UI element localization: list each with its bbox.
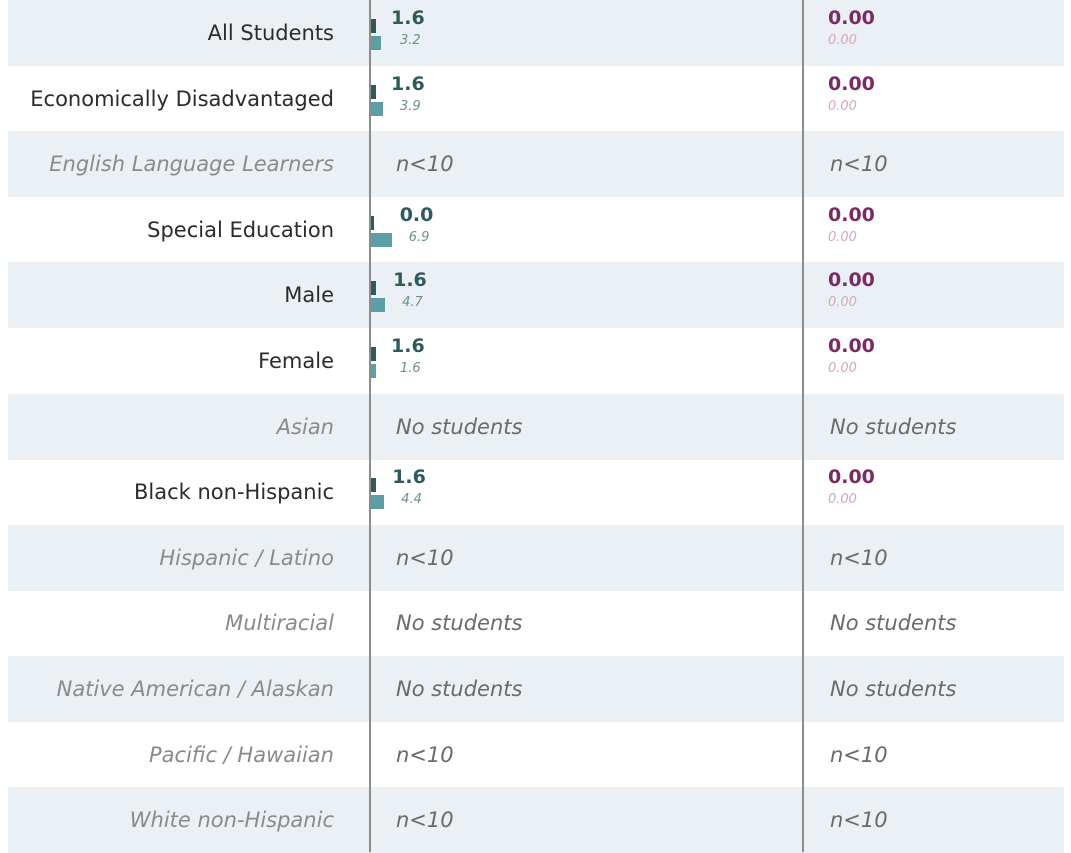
rate-cell <box>820 722 1070 788</box>
value-label: 0.0 <box>399 203 434 226</box>
rate-value: 0.00 <box>828 72 875 95</box>
table-row <box>8 525 1064 591</box>
rate-comparison: 0.00 <box>828 229 857 245</box>
rate-cell <box>820 787 1070 853</box>
bar-cell <box>371 66 801 132</box>
subgroup-label: Black non-Hispanic <box>134 480 334 505</box>
rate-cell <box>820 197 1070 263</box>
rate-comparison: 0.00 <box>828 361 857 376</box>
comparison-bar <box>371 36 381 50</box>
value-bar <box>371 19 376 33</box>
rate-axis-line <box>802 0 804 852</box>
subgroup-label: Asian <box>276 414 334 439</box>
rate-comparison: 0.00 <box>828 295 857 311</box>
rate-value: 0.00 <box>828 335 875 357</box>
rate-cell <box>820 525 1070 591</box>
subgroup-label: Hispanic / Latino <box>159 545 334 570</box>
bar-cell <box>371 328 801 394</box>
subgroup-label: Pacific / Hawaiian <box>148 742 334 767</box>
status-text: n<10 <box>396 545 454 570</box>
bar-cell <box>371 131 801 197</box>
table-row <box>8 656 1064 722</box>
subgroup-label: Multiracial <box>225 611 334 636</box>
comparison-bar <box>371 298 385 312</box>
table-row <box>8 262 1064 328</box>
table-row <box>8 66 1064 132</box>
value-label: 1.6 <box>391 7 425 29</box>
table-row <box>8 394 1064 460</box>
comparison-label: 1.6 <box>400 361 421 376</box>
bar-cell <box>371 394 801 460</box>
table-row <box>8 590 1064 656</box>
table-row <box>8 787 1064 853</box>
value-bar <box>371 281 376 295</box>
subgroup-label: Native American / Alaskan <box>56 677 334 701</box>
status-text: No students <box>396 414 523 439</box>
rate-cell <box>820 459 1070 525</box>
status-text: n<10 <box>396 152 454 177</box>
value-label: 1.6 <box>392 466 426 489</box>
subgroup-label: English Language Learners <box>49 152 334 177</box>
comparison-label: 3.9 <box>400 98 421 114</box>
rate-cell <box>820 66 1070 132</box>
bar-cell <box>371 197 801 263</box>
rate-cell <box>820 590 1070 656</box>
status-text: No students <box>830 414 957 439</box>
subgroup-label: Male <box>284 283 334 308</box>
subgroup-label: Special Education <box>147 217 334 242</box>
comparison-bar <box>371 364 376 378</box>
subgroup-label: Female <box>258 349 334 373</box>
rate-cell <box>820 328 1070 394</box>
bar-cell <box>371 459 801 525</box>
rate-comparison: 0.00 <box>828 492 857 508</box>
value-label: 1.6 <box>391 72 425 95</box>
value-label: 1.6 <box>391 335 425 357</box>
status-text: n<10 <box>396 742 454 767</box>
rate-comparison: 0.00 <box>828 33 857 48</box>
status-text: No students <box>830 677 957 701</box>
rate-cell <box>820 394 1070 460</box>
status-text: n<10 <box>830 808 888 833</box>
value-bar <box>371 478 376 492</box>
comparison-label: 3.2 <box>400 33 421 48</box>
status-text: n<10 <box>830 742 888 767</box>
rate-comparison: 0.00 <box>828 98 857 114</box>
value-bar <box>371 216 374 230</box>
rate-value: 0.00 <box>828 7 875 29</box>
table-row <box>8 459 1064 525</box>
rate-value: 0.00 <box>828 466 875 489</box>
status-text: No students <box>396 611 523 636</box>
bar-cell <box>371 787 801 853</box>
comparison-bar <box>371 233 392 247</box>
comparison-bar <box>371 102 383 116</box>
comparison-bar <box>371 495 384 509</box>
status-text: No students <box>396 677 523 701</box>
bar-cell <box>371 590 801 656</box>
bar-cell <box>371 0 801 66</box>
status-text: n<10 <box>396 808 454 833</box>
value-bar <box>371 347 376 361</box>
table-row <box>8 328 1064 394</box>
value-bar <box>371 85 376 99</box>
status-text: n<10 <box>830 152 888 177</box>
subgroup-label: All Students <box>207 21 334 45</box>
subgroup-label: White non-Hispanic <box>129 808 334 833</box>
table-row <box>8 722 1064 788</box>
value-label: 1.6 <box>393 269 427 292</box>
status-text: No students <box>830 611 957 636</box>
status-text: n<10 <box>830 545 888 570</box>
table-row <box>8 131 1064 197</box>
bar-axis-line <box>369 0 371 852</box>
comparison-label: 4.4 <box>401 492 422 508</box>
table-row <box>8 197 1064 263</box>
rate-value: 0.00 <box>828 203 875 226</box>
rate-cell <box>820 262 1070 328</box>
comparison-label: 4.7 <box>402 295 423 311</box>
rate-value: 0.00 <box>828 269 875 292</box>
subgroup-label: Economically Disadvantaged <box>30 86 334 111</box>
rate-cell <box>820 0 1070 66</box>
rate-cell <box>820 131 1070 197</box>
bar-cell <box>371 525 801 591</box>
bar-cell <box>371 656 801 722</box>
bar-cell <box>371 722 801 788</box>
comparison-label: 6.9 <box>408 229 430 245</box>
bar-cell <box>371 262 801 328</box>
rate-cell <box>820 656 1070 722</box>
table-row <box>8 0 1064 66</box>
